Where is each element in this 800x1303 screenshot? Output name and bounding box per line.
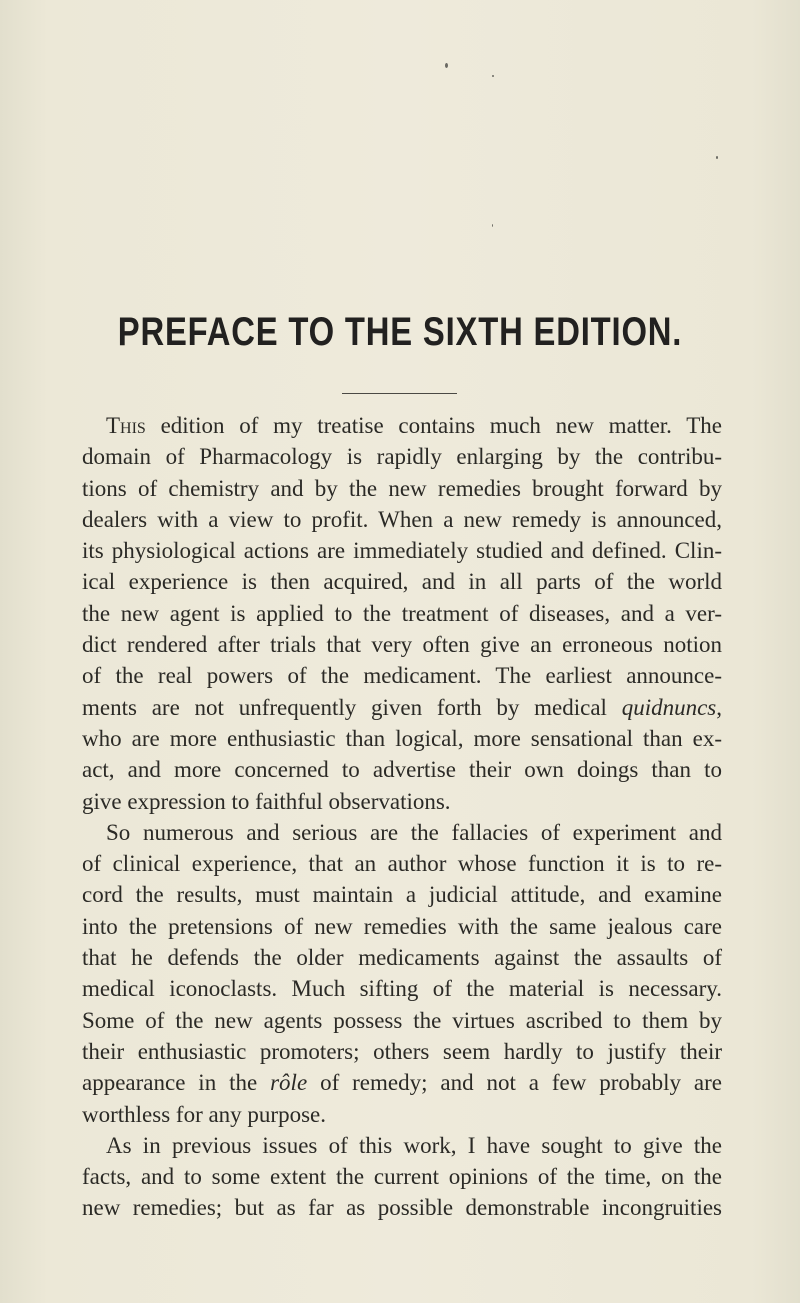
preface-body bbox=[82, 410, 722, 1224]
opening-word: This bbox=[106, 413, 146, 438]
text-line: ical experience is then acquired, and in all parts of the world bbox=[82, 569, 722, 595]
text-line: Some of the new agents possess the virtues ascribed to them by bbox=[82, 1007, 722, 1033]
page-title: PREFACE TO THE SIXTH EDITION. bbox=[117, 310, 683, 354]
text-line: domain of Pharmacology is rapidly enlarging by the contribu- bbox=[82, 444, 722, 470]
print-speck bbox=[716, 156, 718, 159]
text-line: of the real powers of the medicament. The earliest announce- bbox=[82, 663, 722, 689]
text-line: act, and more concerned to advertise their own doings than to bbox=[82, 757, 722, 783]
text-line: dict rendered after trials that very often give an erroneous notion bbox=[82, 632, 722, 658]
text-line: give expression to faithful observations. bbox=[82, 788, 451, 814]
text-line: ments are not unfrequently given forth by medical quidnuncs, bbox=[82, 694, 722, 720]
text-line: worthless for any purpose. bbox=[82, 1101, 327, 1127]
text-line: As in previous issues of this work, I have sought to give the bbox=[106, 1132, 722, 1158]
print-speck bbox=[492, 224, 493, 227]
text-line: its physiological actions are immediately studied and defined. Clin- bbox=[82, 538, 722, 564]
text-line: new remedies; but as far as possible demonstrable incongruities bbox=[82, 1195, 722, 1221]
text-line: the new agent is applied to the treatment of diseases, and a ver- bbox=[82, 600, 722, 626]
text-line: facts, and to some extent the current opinions of the time, on the bbox=[82, 1164, 722, 1190]
text-line: that he defends the older medicaments against the assaults of bbox=[82, 945, 722, 971]
italic-term: rôle bbox=[270, 1070, 308, 1096]
title-rule bbox=[342, 393, 457, 394]
text-line: tions of chemistry and by the new remedies brought forward by bbox=[82, 475, 722, 501]
italic-term: quidnuncs bbox=[621, 694, 717, 720]
text-line: of clinical experience, that an author whose function it is to re- bbox=[82, 851, 722, 877]
text-line: dealers with a view to profit. When a new remedy is announced, bbox=[82, 506, 722, 532]
text-line: medical iconoclasts. Much sifting of the material is necessary. bbox=[82, 976, 722, 1002]
text-line: who are more enthusiastic than logical, more sensational than ex- bbox=[82, 725, 722, 751]
text-line: their enthusiastic promoters; others seem hardly to justify their bbox=[82, 1038, 722, 1064]
text-line: So numerous and serious are the fallacies of experiment and bbox=[106, 819, 722, 845]
text-line: This edition of my treatise contains much new matter. The bbox=[106, 413, 722, 438]
text-line: into the pretensions of new remedies with the same jealous care bbox=[82, 913, 722, 939]
print-speck bbox=[445, 63, 448, 68]
print-speck bbox=[492, 75, 494, 77]
text-line: appearance in the rôle of remedy; and not a few probably are bbox=[82, 1070, 722, 1096]
text-line: cord the results, must maintain a judicial attitude, and examine bbox=[82, 882, 722, 908]
